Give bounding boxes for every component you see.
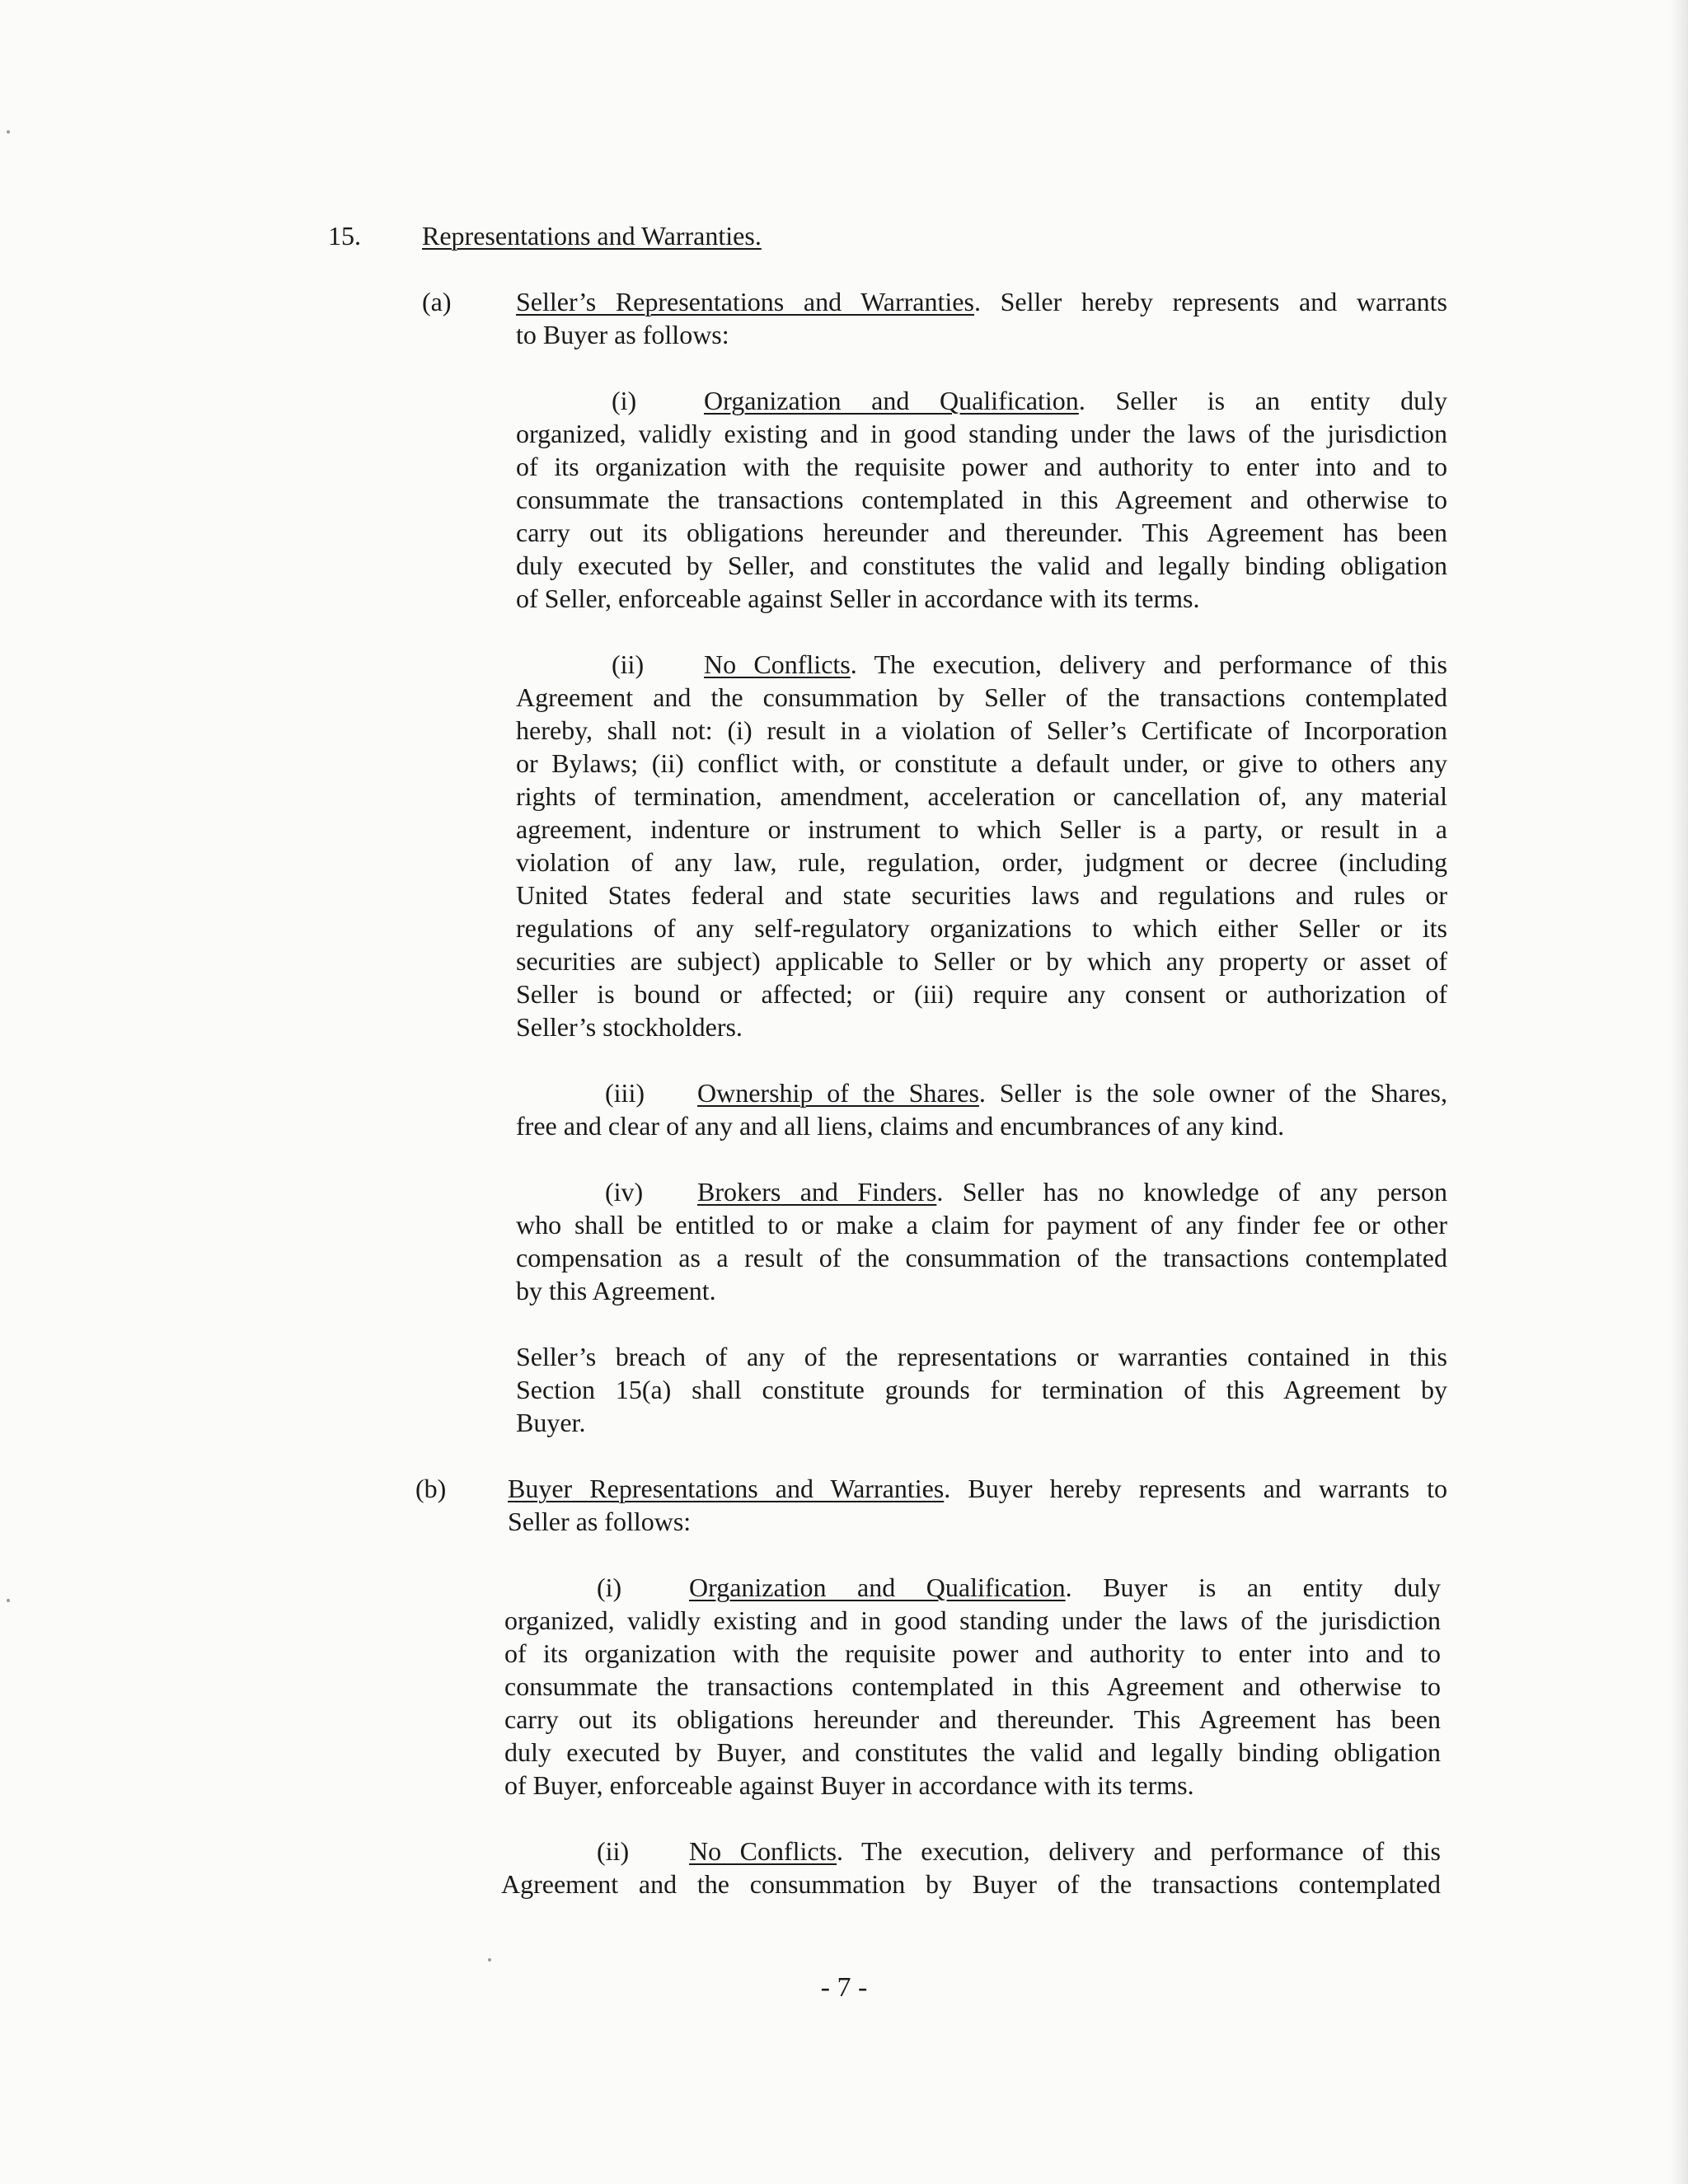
- section-title: Representations and Warranties.: [422, 221, 762, 251]
- paragraph-line: organized, validly existing and in good standing under the laws of the jurisdiction: [516, 419, 1447, 448]
- clause-a-i-first-line: Organization and Qualification. Seller is an entity duly: [704, 386, 1448, 415]
- paragraph-line: consummate the transactions contemplated in this Agreement and otherwise to: [516, 485, 1447, 514]
- paragraph-line: by this Agreement.: [516, 1276, 716, 1305]
- paragraph-line: Seller’s breach of any of the representations or warranties contained in this: [516, 1342, 1447, 1371]
- paragraph-line: of Buyer, enforceable against Buyer in accordance with its terms.: [504, 1770, 1194, 1800]
- paragraph-line: Agreement and the consummation by Buyer of the transactions contemplated: [501, 1869, 1441, 1899]
- paragraph-line: free and clear of any and all liens, claims and encumbrances of any kind.: [516, 1111, 1285, 1141]
- scan-speck: [7, 1599, 10, 1602]
- subsection-b-heading: Buyer Representations and Warranties: [508, 1474, 945, 1503]
- paragraph-line: compensation as a result of the consummation of the transactions contemplated: [516, 1243, 1447, 1272]
- clause-b-ii-marker: (ii): [597, 1836, 630, 1866]
- paragraph-line: securities are subject) applicable to Seller or by which any property or asset of: [516, 946, 1447, 976]
- clause-a-iv-first-line: Brokers and Finders. Seller has no knowledge of any person: [697, 1177, 1448, 1207]
- paragraph-line: violation of any law, rule, regulation, order, judgment or decree (including: [516, 847, 1447, 877]
- paragraph-line: of Seller, enforceable against Seller in accordance with its terms.: [516, 583, 1200, 613]
- clause-a-iii-heading: Ownership of the Shares: [697, 1078, 979, 1108]
- clause-a-iii-first-line: Ownership of the Shares. Seller is the sole owner of the Shares,: [697, 1078, 1448, 1108]
- scan-edge-shadow: [1670, 0, 1688, 2184]
- clause-b-i-heading: Organization and Qualification: [689, 1572, 1066, 1602]
- subsection-a-intro-line: to Buyer as follows:: [516, 320, 729, 349]
- scan-speck: [7, 130, 10, 134]
- subsection-a-heading: Seller’s Representations and Warranties: [516, 287, 974, 316]
- paragraph-line: of its organization with the requisite power and authority to enter into and to: [504, 1638, 1441, 1668]
- clause-a-i-heading: Organization and Qualification: [704, 386, 1079, 415]
- subsection-b-intro-line: Seller as follows:: [508, 1507, 692, 1536]
- paragraph-line: Section 15(a) shall constitute grounds for termination of this Agreement by: [516, 1375, 1447, 1404]
- paragraph-line: Buyer.: [516, 1408, 586, 1437]
- scan-speck: [488, 1958, 491, 1961]
- paragraph-line: or Bylaws; (ii) conflict with, or constitute a default under, or give to others any: [516, 748, 1447, 778]
- clause-b-ii-heading: No Conflicts: [689, 1836, 837, 1866]
- subsection-b-marker: (b): [415, 1474, 447, 1503]
- paragraph-line: consummate the transactions contemplated in this Agreement and otherwise to: [504, 1671, 1441, 1701]
- clause-b-i-marker: (i): [597, 1572, 622, 1602]
- clause-a-iii-marker: (iii): [605, 1078, 645, 1108]
- paragraph-line: Seller’s stockholders.: [516, 1012, 743, 1042]
- clause-a-i-marker: (i): [612, 386, 637, 415]
- paragraph-line: who shall be entitled to or make a claim for payment of any finder fee or other: [516, 1210, 1447, 1240]
- paragraph-line: Seller is bound or affected; or (iii) require any consent or authorization of: [516, 979, 1447, 1009]
- paragraph-line: agreement, indenture or instrument to which Seller is a party, or result in a: [516, 814, 1447, 844]
- clause-a-ii-first-line: No Conflicts. The execution, delivery and performance of this: [704, 649, 1448, 679]
- clause-b-ii-first-line: No Conflicts. The execution, delivery and performance of this: [689, 1836, 1442, 1866]
- clause-a-ii-heading: No Conflicts: [704, 649, 851, 679]
- paragraph-line: duly executed by Buyer, and constitutes the valid and legally binding obligation: [504, 1737, 1441, 1767]
- paragraph-line: organized, validly existing and in good standing under the laws of the jurisdiction: [504, 1605, 1441, 1635]
- paragraph-line: rights of termination, amendment, acceleration or cancellation of, any material: [516, 781, 1447, 811]
- paragraph-line: regulations of any self-regulatory organizations to which either Seller or its: [516, 913, 1447, 943]
- clause-a-iv-heading: Brokers and Finders: [697, 1177, 937, 1207]
- paragraph-line: carry out its obligations hereunder and thereunder. This Agreement has been: [504, 1704, 1441, 1734]
- clause-a-iv-marker: (iv): [605, 1177, 644, 1207]
- subsection-a-intro: Seller’s Representations and Warranties. Seller hereby represents and warrants: [516, 287, 1448, 316]
- paragraph-line: of its organization with the requisite power and authority to enter into and to: [516, 452, 1447, 481]
- clause-b-i-first-line: Organization and Qualification. Buyer is an entity duly: [689, 1572, 1442, 1602]
- paragraph-line: Agreement and the consummation by Seller of the transactions contemplated: [516, 682, 1447, 712]
- clause-a-ii-marker: (ii): [612, 649, 645, 679]
- paragraph-line: duly executed by Seller, and constitutes the valid and legally binding obligation: [516, 551, 1447, 580]
- subsection-b-intro: Buyer Representations and Warranties. Buyer hereby represents and warrants to: [508, 1474, 1448, 1503]
- subsection-a-marker: (a): [422, 287, 452, 316]
- page-number: - 7 -: [820, 1972, 868, 2003]
- paragraph-line: United States federal and state securities laws and regulations and rules or: [516, 880, 1447, 910]
- section-number: 15.: [328, 221, 361, 251]
- paragraph-line: hereby, shall not: (i) result in a violation of Seller’s Certificate of Incorporation: [516, 715, 1447, 745]
- paragraph-line: carry out its obligations hereunder and thereunder. This Agreement has been: [516, 518, 1447, 547]
